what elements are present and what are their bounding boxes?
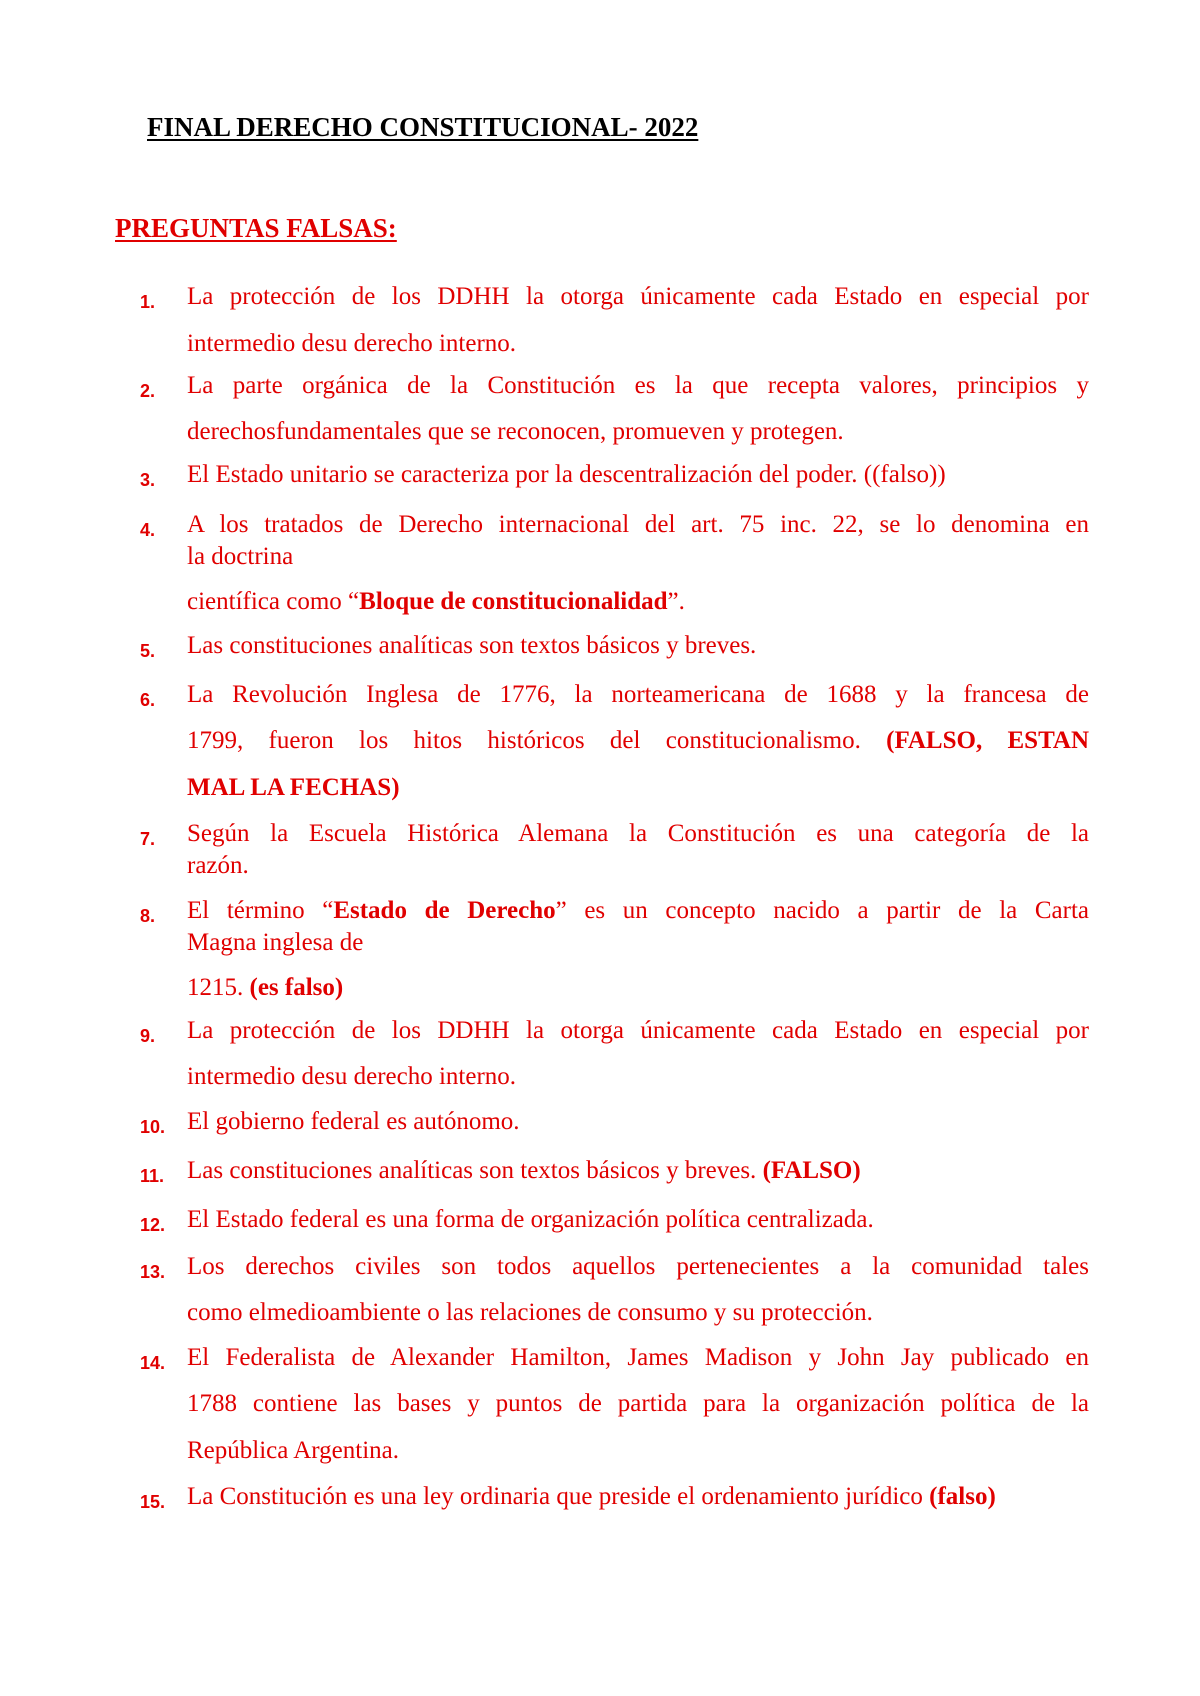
text-segment: La parte orgánica de la Constitución es la que recepta valores, principios y — [187, 372, 1089, 399]
question-number: 7. — [140, 829, 156, 849]
question-text-line — [187, 1483, 996, 1511]
text-segment: La protección de los DDHH la otorga únicamente cada Estado en especial por — [187, 283, 1089, 310]
emphasis-text: (FALSO, ESTAN — [886, 727, 1089, 754]
question-text-line — [187, 820, 1089, 848]
text-segment: razón. — [187, 852, 249, 879]
question-text-line — [187, 1017, 1089, 1045]
question-text-line — [187, 1344, 1089, 1372]
question-number: 10. — [140, 1117, 166, 1137]
question-number: 15. — [140, 1492, 166, 1512]
text-segment: La protección de los DDHH la otorga únicamente cada Estado en especial por — [187, 1017, 1089, 1044]
text-segment: como elmedioambiente o las relaciones de consumo y su protección. — [187, 1299, 873, 1326]
text-segment: A los tratados de Derecho internacional del art. 75 inc. 22, se lo denomina en — [187, 511, 1089, 538]
question-text-line — [187, 774, 400, 802]
text-segment: 1788 contiene las bases y puntos de partida para la organización política de la — [187, 1390, 1089, 1417]
text-segment: República Argentina. — [187, 1437, 399, 1464]
question-text-line — [187, 1437, 399, 1465]
text-segment: ”. — [667, 588, 685, 615]
question-text-line — [187, 418, 844, 446]
question-text-line — [187, 974, 343, 1002]
question-number: 8. — [140, 906, 156, 926]
text-segment: ” es un concepto nacido a partir de la Carta — [555, 897, 1090, 924]
question-text-line — [187, 543, 293, 571]
text-segment: intermedio desu derecho interno. — [187, 330, 517, 357]
question-text-line — [187, 1108, 520, 1136]
question-number: 9. — [140, 1026, 156, 1046]
text-segment: la doctrina — [187, 543, 294, 570]
text-segment: El término “ — [187, 897, 334, 924]
emphasis-text: Estado de Derecho — [333, 897, 556, 924]
question-text-line — [187, 681, 1089, 709]
question-text-line — [187, 372, 1089, 400]
text-segment: La Revolución Inglesa de 1776, la norteamericana de 1688 y la francesa de — [187, 681, 1089, 708]
question-text-line — [187, 929, 363, 957]
text-segment: derechosfundamentales que se reconocen, promueven y protegen. — [187, 418, 844, 445]
emphasis-text: (falso) — [929, 1483, 996, 1510]
question-number: 13. — [140, 1262, 166, 1282]
text-segment: 1799, fueron los hitos históricos del constitucionalismo. — [187, 727, 887, 754]
text-segment: Los derechos civiles son todos aquellos pertenecientes a la comunidad tales — [187, 1253, 1089, 1280]
question-number: 4. — [140, 520, 156, 540]
question-number: 2. — [140, 381, 156, 401]
text-segment: La Constitución es una ley ordinaria que preside el ordenamiento jurídico — [187, 1483, 930, 1510]
question-number: 5. — [140, 641, 156, 661]
question-text-line — [187, 727, 1089, 755]
emphasis-text: MAL LA FECHAS) — [187, 774, 400, 801]
text-segment: intermedio desu derecho interno. — [187, 1063, 517, 1090]
question-text-line — [187, 511, 1089, 539]
question-text-line — [187, 1253, 1089, 1281]
question-text-line — [187, 461, 946, 489]
question-number: 1. — [140, 292, 156, 312]
text-segment: 1215. — [187, 974, 250, 1001]
question-text-line — [187, 588, 685, 616]
question-number: 3. — [140, 470, 156, 490]
question-text-line — [187, 1157, 861, 1185]
question-text-line — [187, 1390, 1089, 1418]
document-title: FINAL DERECHO CONSTITUCIONAL- 2022 — [147, 112, 699, 142]
question-text-line — [187, 897, 1089, 925]
question-number: 12. — [140, 1215, 166, 1235]
text-segment: Las constituciones analíticas son textos básicos y breves. — [187, 632, 757, 659]
text-segment: Según la Escuela Histórica Alemana la Constitución es una categoría de la — [187, 820, 1089, 847]
emphasis-text: Bloque de constitucionalidad — [359, 588, 668, 615]
question-text-line — [187, 1206, 874, 1234]
text-segment: El Estado unitario se caracteriza por la descentralización del poder. ((falso)) — [187, 461, 946, 488]
question-number: 6. — [140, 690, 156, 710]
text-segment: El Federalista de Alexander Hamilton, James Madison y John Jay publicado en — [187, 1344, 1089, 1371]
question-text-line — [187, 1063, 516, 1091]
question-number: 14. — [140, 1353, 166, 1373]
text-segment: científica como “ — [187, 588, 360, 615]
text-segment: Magna inglesa de — [187, 929, 364, 956]
question-number: 11. — [140, 1166, 165, 1186]
text-segment: El gobierno federal es autónomo. — [187, 1108, 520, 1135]
section-heading: PREGUNTAS FALSAS: — [115, 213, 397, 243]
emphasis-text: (FALSO) — [762, 1157, 861, 1184]
question-text-line — [187, 283, 1089, 311]
question-text-line — [187, 852, 249, 880]
text-segment: El Estado federal es una forma de organización política centralizada. — [187, 1206, 874, 1233]
emphasis-text: (es falso) — [249, 974, 344, 1001]
question-text-line — [187, 330, 516, 358]
question-text-line — [187, 632, 756, 660]
question-text-line — [187, 1299, 873, 1327]
text-segment: Las constituciones analíticas son textos básicos y breves. — [187, 1157, 763, 1184]
